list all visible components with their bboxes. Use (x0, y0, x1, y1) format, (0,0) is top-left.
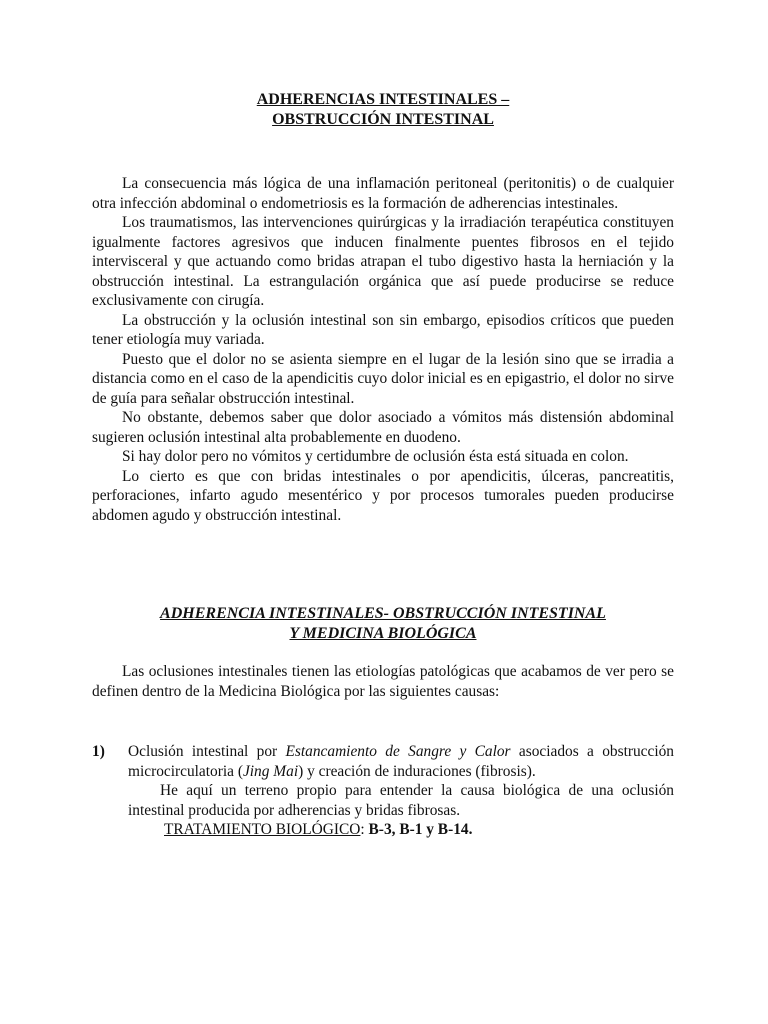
list-item (92, 742, 674, 840)
section2-title-line2: Y MEDICINA BIOLÓGICA (289, 625, 477, 642)
treatment-line (92, 820, 674, 840)
paragraph: Si hay dolor pero no vómitos y certidumbre de oclusión ésta está situada en colon. (122, 448, 629, 465)
list-item-body (128, 742, 674, 820)
list-text-a: Oclusión intestinal por (128, 743, 286, 760)
paragraph: Los traumatismos, las intervenciones quirúrgicas y la irradiación terapéutica constituyen igualmente factores agresivos que inducen finalmente puentes fibrosos en el tejido intervisceral y que actuando como bridas atrapan el tubo digestivo hasta la herniación y la obstrucción intestinal. La estrangulación orgánica que así puede producirse se reduce exclusivamente con cirugía. (92, 214, 674, 309)
section2-intro-block (92, 662, 674, 701)
section2-intro: Las oclusiones intestinales tienen las etiologías patológicas que acabamos de ver pero se definen dentro de la Medicina Biológica por las siguientes causas: (92, 663, 674, 700)
list-item-para2: He aquí un terreno propio para entender la causa biológica de una oclusión intestinal producida por adherencias y bridas fibrosas. (128, 782, 674, 819)
body-section-1 (92, 174, 674, 525)
paragraph: La consecuencia más lógica de una inflamación peritoneal (peritonitis) o de cualquier otra infección abdominal o endometriosis es la formación de adherencias intestinales. (92, 175, 674, 212)
paragraph: La obstrucción y la oclusión intestinal son sin embargo, episodios críticos que pueden tener etiología muy variada. (92, 311, 674, 348)
list-text-c: ) y creación de induraciones (fibrosis). (298, 762, 536, 780)
paragraph: Puesto que el dolor no se asienta siempre en el lugar de la lesión sino que se irradia a distancia como en el caso de la apendicitis cuyo dolor inicial es en epigastrio, el dolor no sirve de guía para señalar obstrucción intestinal. (92, 350, 674, 407)
document-title-line1: ADHERENCIAS INTESTINALES – (256, 91, 510, 108)
list-text-b: asociados a obstrucción microcirculatoria ( (128, 743, 674, 780)
treatment-label: TRATAMIENTO BIOLÓGICO (164, 821, 361, 838)
paragraph: Lo cierto es que con bridas intestinales o por apendicitis, úlceras, pancreatitis, perforaciones, infarto agudo mesentérico y por procesos tumorales pueden producirse abdomen agudo y obstrucción intestinal. (92, 467, 674, 524)
list-number: 1) (92, 743, 105, 760)
document-title-line2: OBSTRUCCIÓN INTESTINAL (272, 111, 494, 128)
list-item-text (128, 742, 674, 781)
treatment-value: B-3, B-1 y B-14. (368, 821, 473, 838)
paragraph: No obstante, debemos saber que dolor asociado a vómitos más distensión abdominal sugieren oclusión intestinal alta probablemente en duodeno. (92, 409, 674, 446)
list-text-italic2: Jing Mai (242, 762, 299, 780)
list-text-italic1: Estancamiento de Sangre y Calor (285, 743, 511, 760)
treatment-separator: : (360, 821, 369, 838)
section2-title-line1: ADHERENCIA INTESTINALES- OBSTRUCCIÓN INTESTINAL (160, 605, 606, 622)
